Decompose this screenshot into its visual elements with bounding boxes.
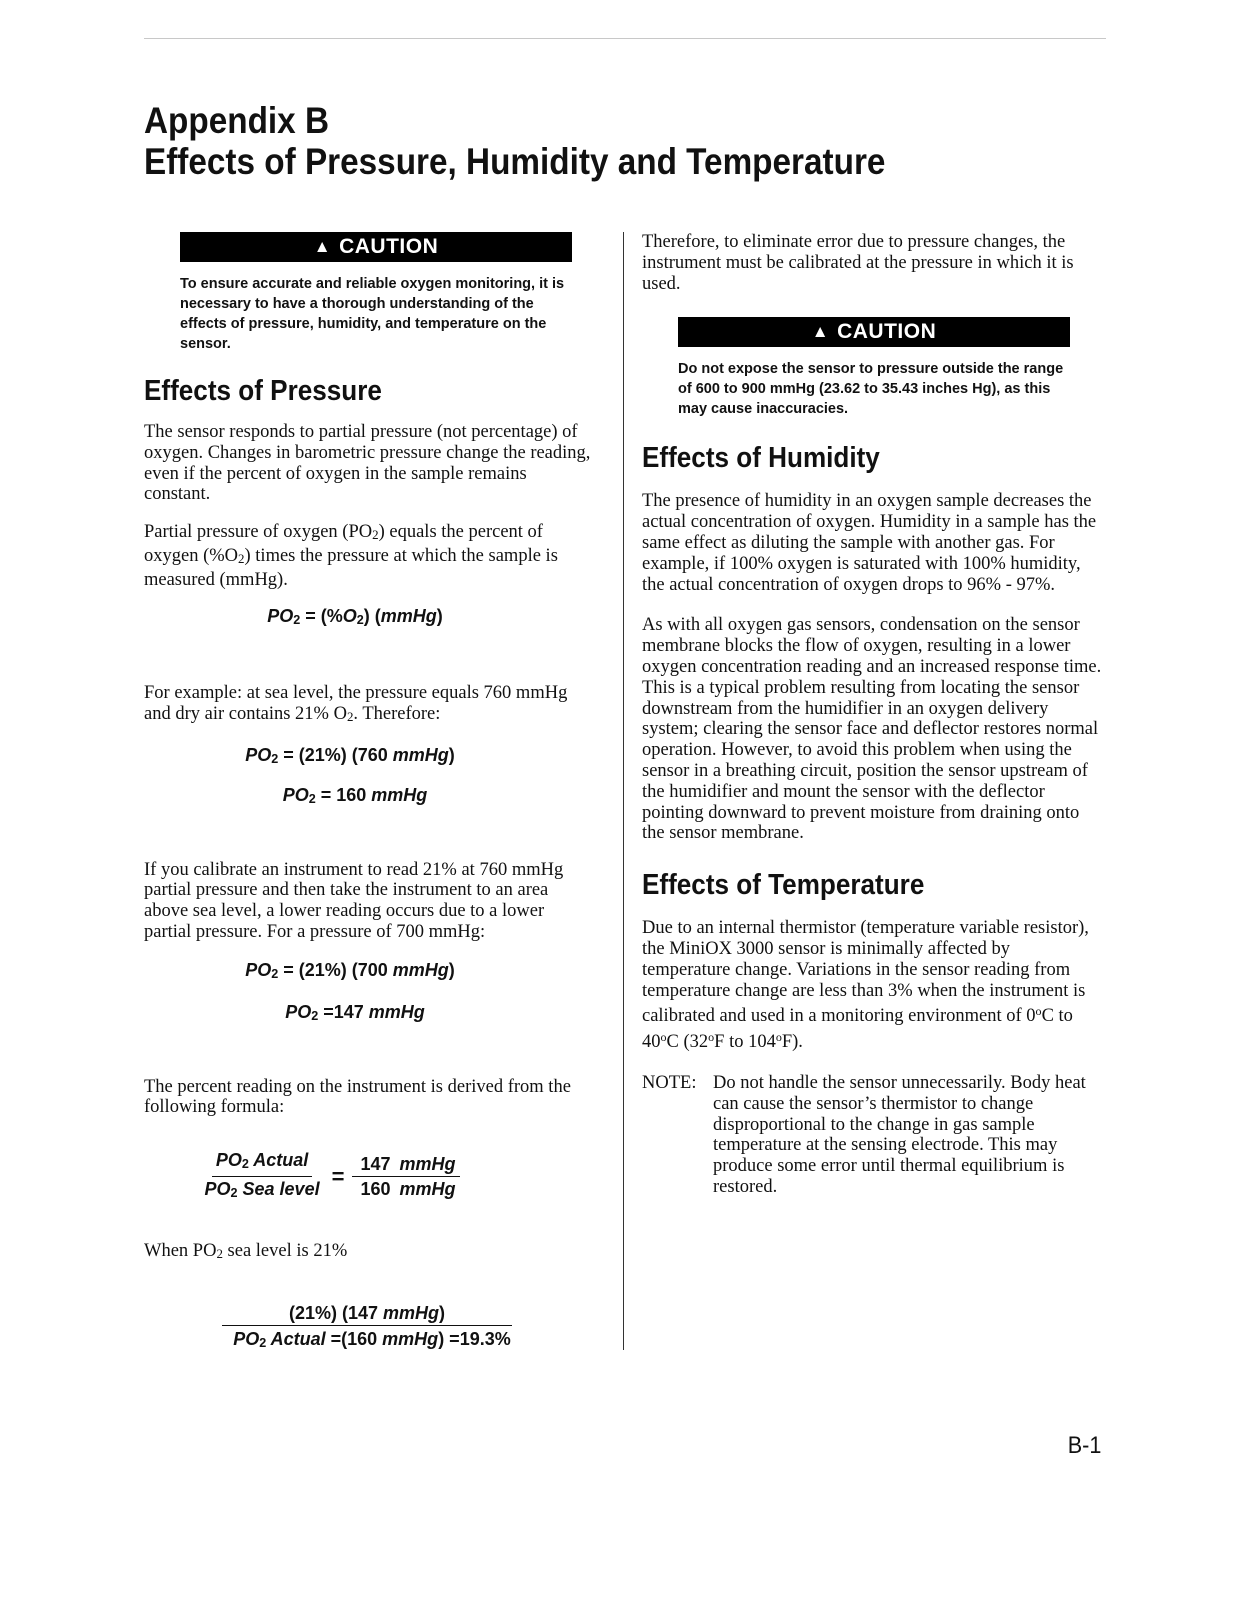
caution-box-1 [180, 232, 572, 354]
pressure-paragraph-1: The sensor responds to partial pressure (not percentage) of oxygen. Changes in barometric pressure change the reading, even if the percent of oxygen in the sample remains constant. [144, 422, 591, 505]
pressure-paragraph-6: When $PO_2$ sea level is 21% [144, 1240, 348, 1261]
page-title [144, 100, 885, 182]
equation-4: $PO_2 = (21\%)$ (700 mmHg) [245, 959, 455, 981]
caution-bar-2 [678, 317, 1070, 347]
heading-pressure: Effects of Pressure [144, 375, 382, 407]
humidity-paragraph-2: As with all oxygen gas sensors, condensation on the sensor membrane blocks the flow of oxygen, resulting in a lower oxygen concentration reading and an increased response time. This is a typical problem resulting from locating the sensor downstream from the humidifier in an oxygen delivery system; clearing the sensor face and deflector restores normal operation. However, to avoid this problem when using the sensor in a breathing circuit, position the sensor upstream of the humidifier and mount the sensor with the deflector pointing downward to prevent moisture from draining onto the sensor membrane. [642, 615, 1102, 844]
right-column [642, 232, 1102, 1198]
pressure-paragraph-5: The percent reading on the instrument is derived from the following formula: [144, 1076, 571, 1118]
warning-triangle-icon: ▲ [313, 237, 332, 256]
caution-bar [180, 232, 572, 262]
pressure-paragraph-2: Partial pressure of oxygen $(PO_2)$ equals the percent of oxygen $(\%O_2)$ times the pressure at which the sample is measured (mmHg). [144, 522, 558, 590]
caution-label: CAUTION [339, 235, 439, 258]
heading-humidity: Effects of Humidity [642, 442, 880, 475]
equation-3: $PO_2 = 160$ mmHg [282, 784, 428, 806]
humidity-paragraph-1: The presence of humidity in an oxygen sample decreases the actual concentration of oxygen. Humidity in a sample has the same effect as diluting the sample with another gas. For example, if 100% oxygen is saturated with 100% humidity, the actual concentration of oxygen drops to 96% - 97%. [642, 491, 1097, 595]
pressure-paragraph-4: If you calibrate an instrument to read 21% at 760 mmHg partial pressure and then take the instrument to an area above sea level, a lower reading occurs due to a lower partial pressure. For a pressure of 700 mmHg: [144, 859, 564, 942]
temperature-paragraph-1: Due to an internal thermistor (temperature variable resistor), the MiniOX 3000 sensor is minimally affected by temperature change. Variations in the sensor reading from temperature change are less than 3% when the instrument is calibrated and used in a monitoring environment of 0$^o$C to 40$^o$C (32$^o$F to 104$^o$F). [642, 918, 1089, 1053]
equation-5: $PO_2 =147$ mmHg [285, 1001, 425, 1023]
header-rule [144, 38, 1106, 39]
fraction-formula-2: (21%) (147 mmHg) $PO_2$ Actual =(160 mmHg) =19.3% [222, 1301, 522, 1356]
pressure-paragraph-3: For example: at sea level, the pressure equals 760 mmHg and dry air contains 21% $O_2$. Therefore: [144, 683, 568, 725]
caution-text-2: Do not expose the sensor to pressure outside the range of 600 to 900 mmHg (23.62 to 35.43 inches Hg), as this may cause inaccuracies. [678, 361, 1064, 418]
title-line-1: Appendix B [144, 100, 330, 141]
note-label: NOTE: [642, 1072, 697, 1093]
caution-label-2: CAUTION [837, 320, 937, 344]
column-divider [623, 232, 624, 1350]
equation-1: $PO_2 = (\%O_2)$ (mmHg) [267, 606, 443, 628]
caution-box-2 [678, 317, 1070, 419]
caution-text: To ensure accurate and reliable oxygen monitoring, it is necessary to have a thorough understanding of the effects of pressure, humidity, and temperature on the sensor. [180, 276, 565, 352]
fraction-formula-1: $PO_2$ Actual $PO_2$ Sea level = 147 mmHg 160 mmHg [144, 1148, 596, 1205]
temperature-note [642, 1073, 1102, 1198]
pressure-continuation: Therefore, to eliminate error due to pressure changes, the instrument must be calibrated at the pressure in which it is used. [642, 232, 1074, 294]
equation-2: $PO_2 = (21\%)$ (760 mmHg) [245, 744, 455, 766]
heading-temperature: Effects of Temperature [642, 869, 925, 902]
warning-triangle-icon-2: ▲ [811, 322, 830, 342]
page-number: B-1 [1067, 1432, 1101, 1459]
title-line-2: Effects of Pressure, Humidity and Temperature [144, 141, 886, 182]
left-column [144, 232, 596, 1356]
note-text: Do not handle the sensor unnecessarily. Body heat can cause the sensor’s thermistor to change disproportional to the change in gas sample temperature at the sensing electrode. This may produce some error until thermal equilibrium is restored. [713, 1072, 1086, 1197]
